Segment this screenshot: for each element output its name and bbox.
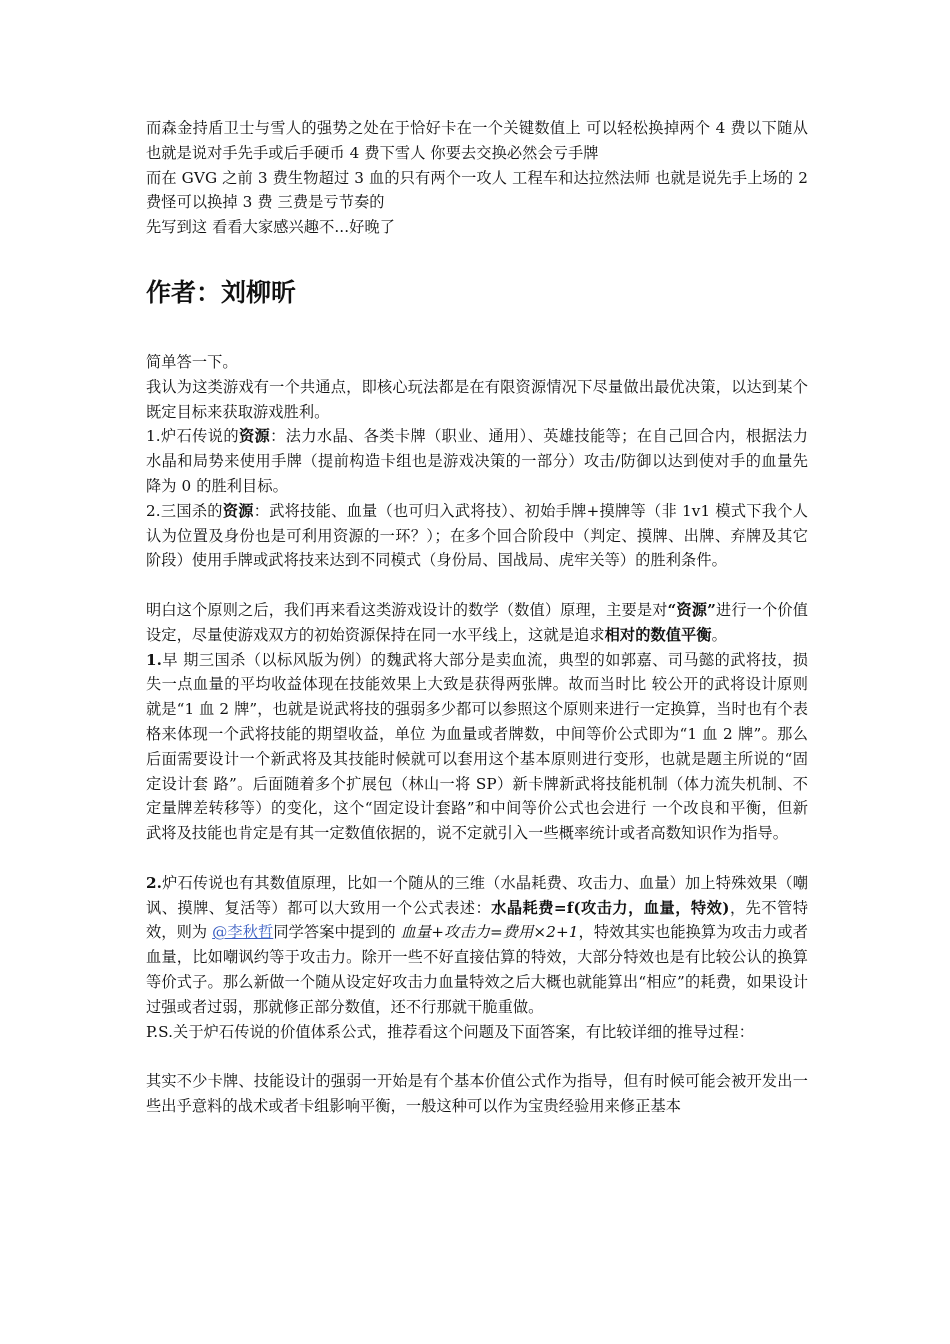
answer-core-idea: 我认为这类游戏有一个共通点，即核心玩法都是在有限资源情况下尽量做出最优决策，以达到某个既定目标来获取游戏胜利。 [146, 377, 808, 421]
paragraph-gap [146, 846, 808, 871]
paragraph-gap [146, 1044, 808, 1069]
paragraph-gap [146, 573, 808, 598]
intro-paragraph-2: 而在 GVG 之前 3 费生物超过 3 血的只有两个一攻人 工程车和达拉然法师 也就是说先手上场的 2 费怪可以换掉 3 费 三费是亏节奏的 [146, 168, 808, 212]
value-balance-paragraph: 明白这个原则之后，我们再来看这类游戏设计的数学（数值）原理，主要是对“资源”进行一个价值设定，尽量使游戏双方的初始资源保持在同一水平线上，这就是追求相对的数值平衡。 [146, 600, 808, 644]
intro-paragraph-3: 先写到这 看看大家感兴趣不...好晚了 [146, 218, 396, 237]
document-page [146, 116, 808, 1119]
author-heading: 作者：刘柳昕 [146, 277, 297, 307]
user-mention-link[interactable]: @李秋哲 [212, 923, 274, 942]
answer-opening: 简单答一下。 [146, 352, 238, 371]
ps-recommendation: P.S.关于炉石传说的价值体系公式，推荐看这个问题及下面答案，有比较详细的推导过程： [146, 1022, 754, 1041]
sanguosha-design-paragraph: 1.早 期三国杀（以标风版为例）的魏武将大部分是卖血流，典型的如郭嘉、司马懿的武将技，损失一点血量的平均收益体现在技能效果上大致是获得两张牌。故而当时比 较公开的武将设计原则就是“1 血 2 牌”，也就是说武将技的强弱多少都可以参照这个原则来进行一定换算，当时也有个表格来体现一个武将技能的期望收益，单位 为血量或者牌数，中间等价公式即为“1 血 2 牌”。那么后面需要设计一个新武将及其技能时候就可以套用这个基本原则进行变形，也就是题主所说的“固定设计套 路”。后面随着多个扩展包（林山一将 SP）新卡牌新武将技能机制（体力流失机制、不定量牌差转移等）的变化，这个“固定设计套路”和中间等价公式也会进行 一个改良和平衡，但新武将及技能也肯定是有其一定数值依据的，说不定就引入一些概率统计或者高数知识作为指导。 [146, 650, 808, 843]
intro-paragraph-1: 而森金持盾卫士与雪人的强势之处在于恰好卡在一个关键数值上 可以轻松换掉两个 4 费以下随从 也就是说对手先手或后手硬币 4 费下雪人 你要去交换必然会亏手牌 [146, 119, 808, 162]
hearthstone-formula-paragraph: 2.炉石传说也有其数值原理，比如一个随从的三维（水晶耗费、攻击力、血量）加上特殊效果（嘲讽、摸牌、复活等）都可以大致用一个公式表述：水晶耗费=f(攻击力，血量，特效)，先不管特效，则为 @李秋哲同学答案中提到的 血量+攻击力=费用×2+1，特效其实也能换算为攻击力或者血量，比如嘲讽约等于攻击力。除开一些不好直接估算的特效，大部分特效也是有比较公认的换算等价式子。那么新做一个随从设定好攻击力血量特效之后大概也就能算出“相应”的耗费，如果设计过强或者过弱，那就修正部分数值，还不行那就干脆重做。 [146, 873, 808, 1016]
hearthstone-resources-paragraph: 1.炉石传说的资源：法力水晶、各类卡牌（职业、通用）、英雄技能等；在自己回合内，根据法力水晶和局势来使用手牌（提前构造卡组也是游戏决策的一部分）攻击/防御以达到使对手的血量先降为 0 的胜利目标。 [146, 427, 808, 495]
sanguosha-resources-paragraph: 2.三国杀的资源：武将技能、血量（也可归入武将技）、初始手牌+摸牌等（非 1v1 模式下我个人认为位置及身份也是可利用资源的一环？）；在多个回合阶段中（判定、摸牌、出牌、弃牌及其它阶段）使用手牌或武将技来达到不同模式（身份局、国战局、虎牢关等）的胜利条件。 [146, 501, 809, 570]
closing-paragraph: 其实不少卡牌、技能设计的强弱一开始是有个基本价值公式作为指导，但有时候可能会被开发出一些出乎意料的战术或者卡组影响平衡，一般这种可以作为宝贵经验用来修正基本 [146, 1072, 808, 1115]
